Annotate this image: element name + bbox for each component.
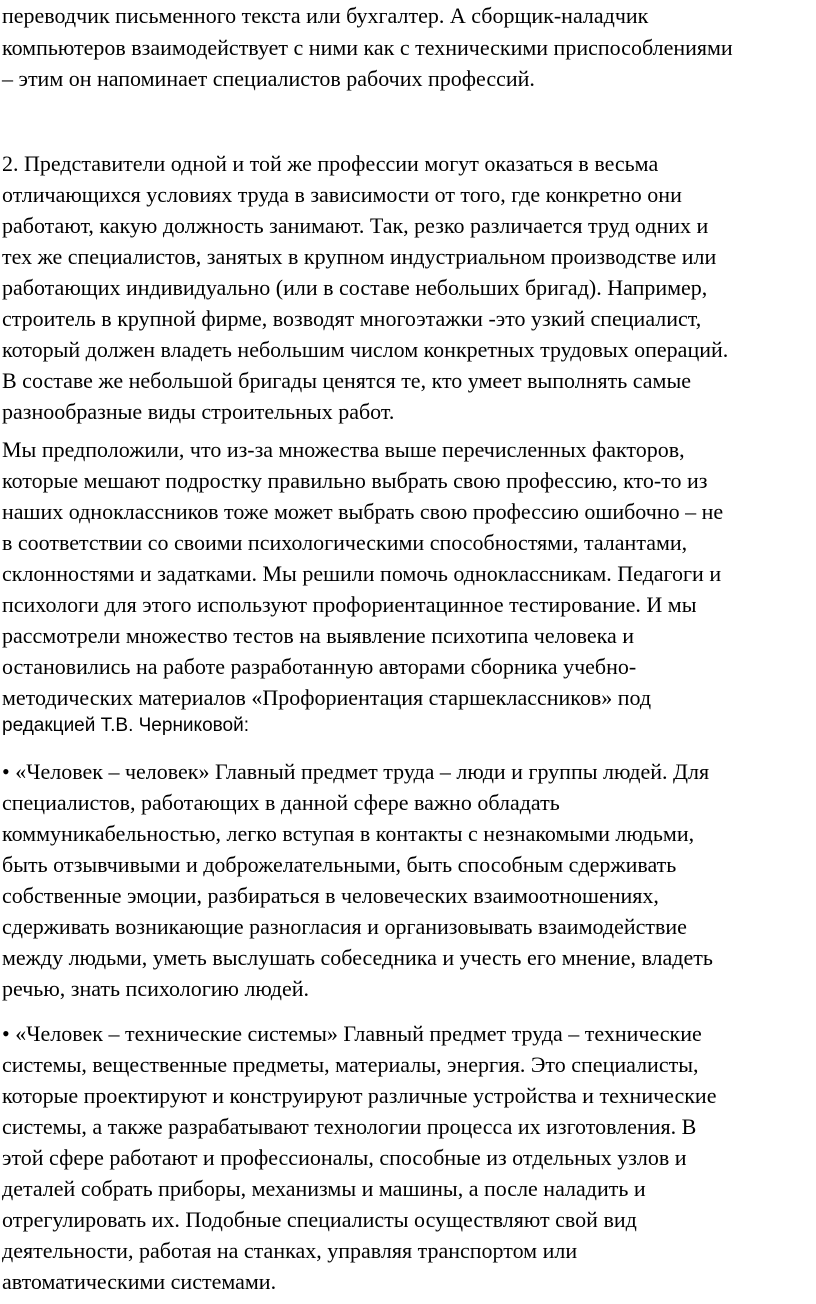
text-line: речью, знать психологию людей. <box>2 976 309 1001</box>
text-line: работают, какую должность занимают. Так, резко различается труд одних и <box>2 213 709 238</box>
text-line: психологи для этого используют профориентацинное тестирование. И мы <box>2 592 697 617</box>
text-line: деталей собрать приборы, механизмы и машины, а после наладить и <box>2 1176 646 1201</box>
text-line: разнообразные виды строительных работ. <box>2 399 395 424</box>
text-line: между людьми, уметь выслушать собеседника и учесть его мнение, владеть <box>2 945 713 970</box>
text-line: 2. Представители одной и той же профессии могут оказаться в весьма <box>2 151 659 176</box>
text-line: в соответствии со своими психологическими способностями, талантами, <box>2 530 688 555</box>
text-line: деятельности, работая на станках, управляя транспортом или <box>2 1238 578 1263</box>
text-line: коммуникабельностью, легко вступая в контакты с незнакомыми людьми, <box>2 821 695 846</box>
text-line: переводчик письменного текста или бухгалтер. А сборщик-наладчик <box>2 3 649 28</box>
text-line: которые проектируют и конструируют различные устройства и технические <box>2 1083 717 1108</box>
text-line: этой сфере работают и профессионалы, способные из отдельных узлов и <box>2 1145 687 1170</box>
text-line: остановились на работе разработанную авторами сборника учебно- <box>2 654 637 679</box>
text-line: методических материалов «Профориентация старшеклассников» под <box>2 685 652 710</box>
text-line: собственные эмоции, разбираться в человеческих взаимоотношениях, <box>2 883 659 908</box>
text-line: Мы предположили, что из-за множества выше перечисленных факторов, <box>2 437 685 462</box>
text-line: работающих индивидуально (или в составе небольших бригад). Например, <box>2 275 708 300</box>
text-line: В составе же небольшой бригады ценятся те, кто умеет выполнять самые <box>2 368 692 393</box>
text-line: редакцией Т.В. Черниковой: <box>2 715 249 736</box>
bullet-item: • «Человек – человек» Главный предмет труда – люди и группы людей. Для <box>2 759 710 784</box>
bullet-item: • «Человек – технические системы» Главный предмет труда – технические <box>2 1021 702 1046</box>
text-line: быть отзывчивыми и доброжелательными, быть способным сдерживать <box>2 852 677 877</box>
text-line: компьютеров взаимодействует с ними как с техническими приспособлениями <box>2 35 733 60</box>
text-line: отрегулировать их. Подобные специалисты осуществляют свой вид <box>2 1207 637 1232</box>
text-line: строитель в крупной фирме, возводят многоэтажки -это узкий специалист, <box>2 306 702 331</box>
text-line: сдерживать возникающие разногласия и организовывать взаимодействие <box>2 914 687 939</box>
text-line: который должен владеть небольшим числом конкретных трудовых операций. <box>2 337 729 362</box>
text-line: – этим он напоминает специалистов рабочих профессий. <box>2 66 535 91</box>
text-line: тех же специалистов, занятых в крупном индустриальном производстве или <box>2 244 717 269</box>
text-line: автоматическими системами. <box>2 1269 277 1294</box>
text-line: рассмотрели множество тестов на выявление психотипа человека и <box>2 623 635 648</box>
text-line: системы, вещественные предметы, материалы, энергия. Это специалисты, <box>2 1052 699 1077</box>
text-line: отличающихся условиях труда в зависимости от того, где конкретно они <box>2 182 682 207</box>
text-line: которые мешают подростку правильно выбрать свою профессию, кто-то из <box>2 468 708 493</box>
text-line: специалистов, работающих в данной сфере важно обладать <box>2 790 560 815</box>
text-line: системы, а также разрабатывают технологии процесса их изготовления. В <box>2 1114 697 1139</box>
text-line: наших одноклассников тоже может выбрать свою профессию ошибочно – не <box>2 499 724 524</box>
text-line: склонностями и задатками. Мы решили помочь одноклассникам. Педагоги и <box>2 561 722 586</box>
